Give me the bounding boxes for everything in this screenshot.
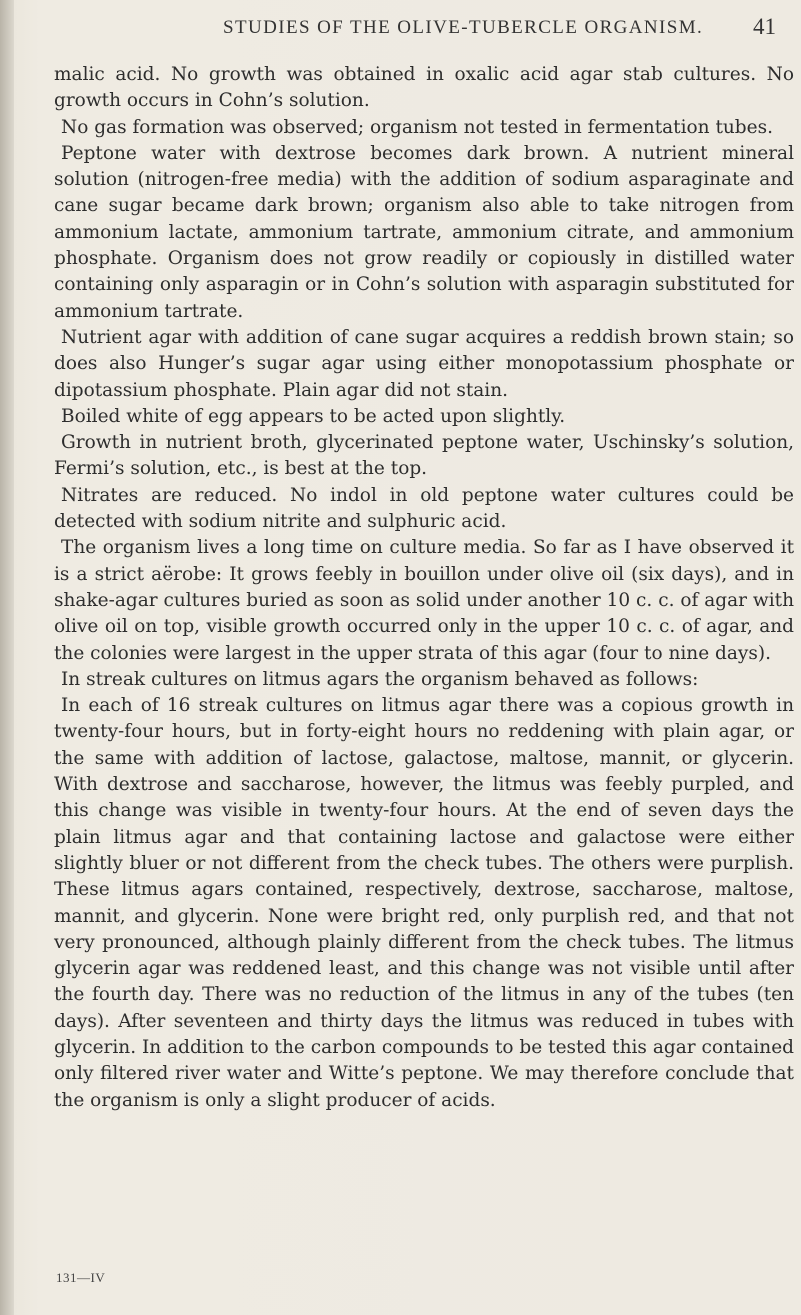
paragraph-aerobe: The organism lives a long time on culture media. So far as I have observed it is a strict aërobe: It grows feebly in bouillon under olive oil (six days), and in shake-agar cultures buried as soon as solid under another 10 c. c. of agar with olive oil on top, visible growth occurred only in the upper 10 c. c. of agar, and the colonies were largest in the upper strata of this agar (four to nine days). <box>54 537 794 664</box>
body-text <box>54 62 794 1114</box>
paragraph-streak-intro: In streak cultures on litmus agars the organism behaved as follows: <box>61 668 699 690</box>
paragraph-peptone-water: Peptone water with dextrose becomes dark brown. A nutrient mineral solution (nitrogen-free media) with the addition of sodium asparaginate and cane sugar became dark brown; organism also able to take nitrogen from ammonium lactate, ammonium tartrate, ammonium citrate, and ammonium phosphate. Organism does not grow readily or copiously in distilled water containing only asparagin or in Cohn’s solution with asparagin substituted for ammonium tartrate. <box>54 142 794 322</box>
paragraph-nitrates: Nitrates are reduced. No indol in old peptone water cultures could be detected with sodium nitrite and sulphuric acid. <box>54 484 794 533</box>
paragraph-continuation: malic acid. No growth was obtained in oxalic acid agar stab cultures. No growth occurs in Cohn’s solution. <box>54 64 794 112</box>
printer-signature: 131—IV <box>56 1270 106 1285</box>
paragraph-growth-broth: Growth in nutrient broth, glycerinated peptone water, Uschinsky’s solution, Fermi’s solution, etc., is best at the top. <box>54 432 794 480</box>
paragraph-litmus-results: In each of 16 streak cultures on litmus agar there was a copious growth in twenty-four hours, but in forty-eight hours no reddening with plain agar, or the same with addition of lactose, galactose, maltose, mannit, or glycerin. With dextrose and saccharose, however, the litmus was feebly purpled, and this change was visible in twenty-four hours. At the end of seven days the plain litmus agar and that containing lactose and galactose were either slightly bluer or not different from the check tubes. The others were purplish. These litmus agars contained, respectively, dextrose, saccharose, maltose, mannit, and glycerin. None were bright red, only purplish red, and that not very pronounced, although plainly different from the check tubes. The litmus glycerin agar was reddened least, and this change was not visible until after the fourth day. There was no reduction of the litmus in any of the tubes (ten days). After seventeen and thirty days the litmus was reduced in tubes with glycerin. In addition to the carbon compounds to be tested this agar contained only filtered river water and Witte’s peptone. We may therefore conclude that the organism is only a slight producer of acids. <box>54 695 794 1111</box>
page-header <box>0 14 801 44</box>
paragraph-egg-white: Boiled white of egg appears to be acted upon slightly. <box>61 405 566 427</box>
running-head: STUDIES OF THE OLIVE-TUBERCLE ORGANISM. <box>223 17 704 38</box>
page-number: 41 <box>753 14 776 39</box>
paragraph-nutrient-agar: Nutrient agar with addition of cane sugar acquires a reddish brown stain; so does also Hunger’s sugar agar using either monopotassium phosphate or dipotassium phosphate. Plain agar did not stain. <box>54 326 794 401</box>
page-gutter-shadow <box>0 0 14 1315</box>
paragraph-gas-formation: No gas formation was observed; organism not tested in fermentation tubes. <box>61 116 773 138</box>
